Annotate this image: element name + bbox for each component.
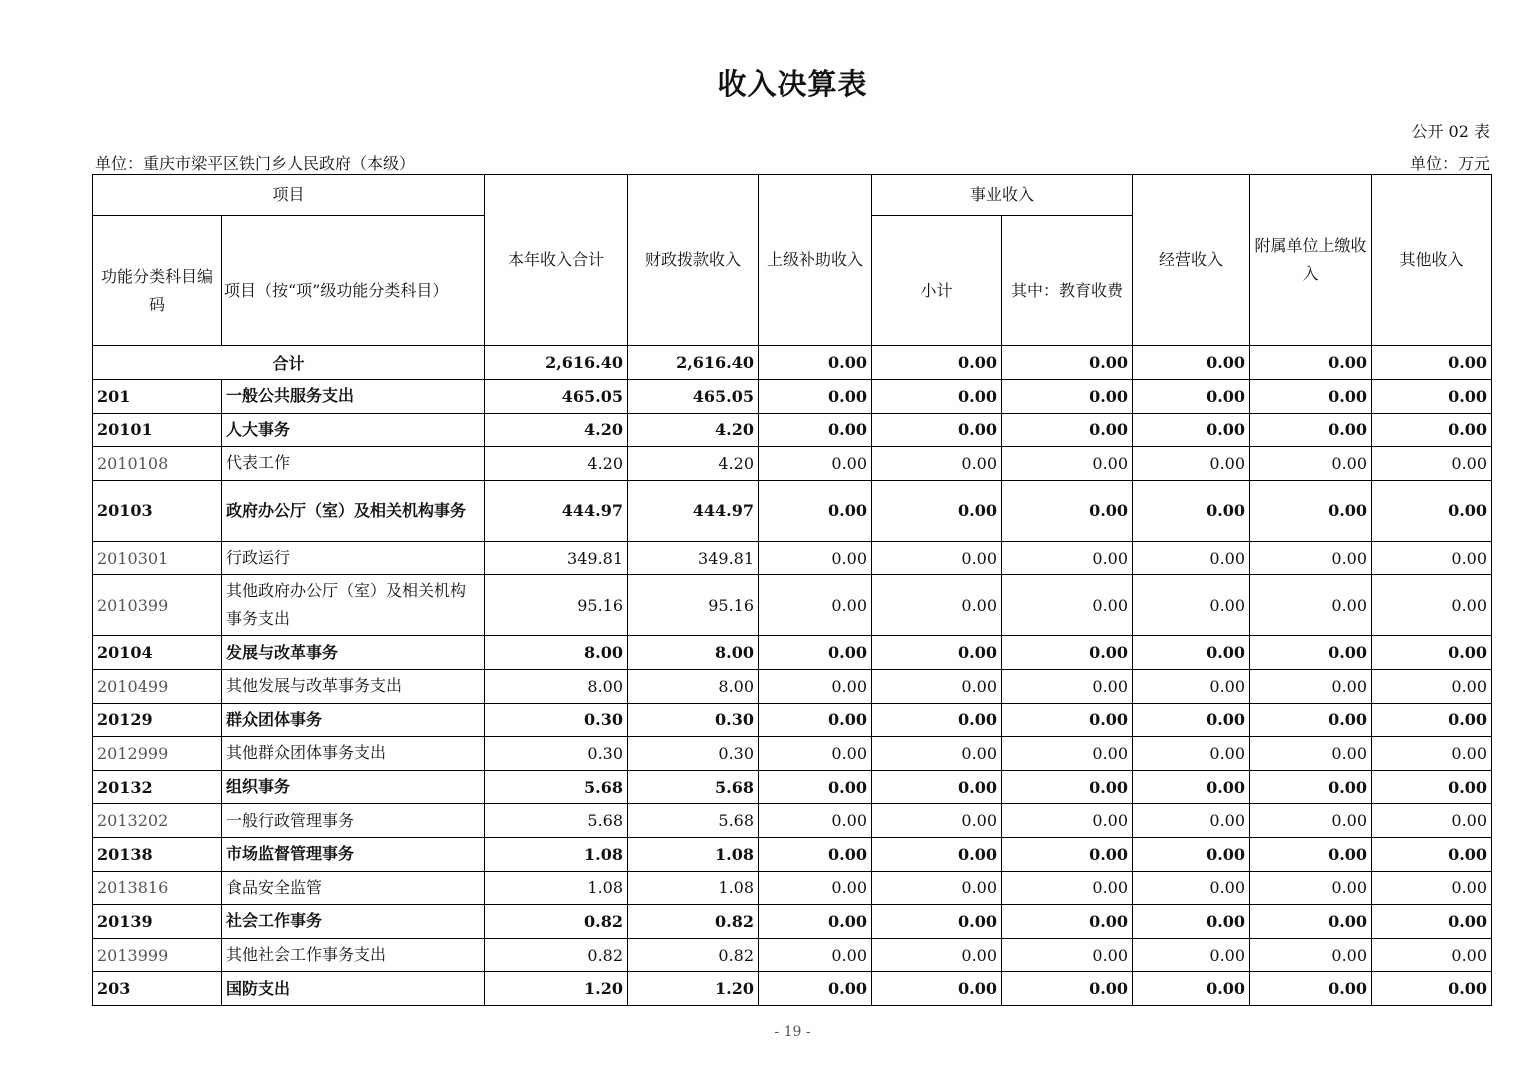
row-name: 其他群众团体事务支出 xyxy=(222,737,485,771)
row-value: 0.00 xyxy=(872,737,1002,771)
row-value: 0.00 xyxy=(1133,480,1250,541)
row-value: 0.30 xyxy=(628,703,759,737)
form-number: 公开 02 表 xyxy=(1411,122,1490,141)
row-value: 0.00 xyxy=(1372,804,1492,838)
row-value: 0.00 xyxy=(872,770,1002,804)
row-value: 0.00 xyxy=(1133,837,1250,871)
header-business: 事业收入 xyxy=(872,175,1133,216)
row-value: 0.00 xyxy=(1002,541,1133,575)
header-operating: 经营收入 xyxy=(1133,175,1250,346)
row-value: 8.00 xyxy=(628,636,759,670)
row-name: 人大事务 xyxy=(222,413,485,447)
row-value: 1.08 xyxy=(485,837,628,871)
table-row xyxy=(93,804,1492,838)
row-value: 0.00 xyxy=(1250,669,1372,703)
total-value: 0.00 xyxy=(759,346,872,380)
total-value: 0.00 xyxy=(872,346,1002,380)
row-value: 1.08 xyxy=(628,837,759,871)
row-code: 20138 xyxy=(93,837,222,871)
row-value: 0.00 xyxy=(759,480,872,541)
row-value: 0.00 xyxy=(759,703,872,737)
row-value: 0.00 xyxy=(1002,380,1133,414)
row-value: 0.00 xyxy=(1250,905,1372,939)
row-value: 0.00 xyxy=(1002,871,1133,905)
row-name: 一般行政管理事务 xyxy=(222,804,485,838)
row-code: 20129 xyxy=(93,703,222,737)
row-code: 20101 xyxy=(93,413,222,447)
header-total-income: 本年收入合计 xyxy=(485,175,628,346)
row-value: 0.00 xyxy=(1372,703,1492,737)
row-value: 0.00 xyxy=(1002,905,1133,939)
header-superior: 上级补助收入 xyxy=(759,175,872,346)
currency-unit: 单位：万元 xyxy=(1409,154,1490,173)
header-subtotal xyxy=(872,216,1002,346)
row-value: 0.00 xyxy=(1133,703,1250,737)
row-name: 一般公共服务支出 xyxy=(222,380,485,414)
row-code: 2010499 xyxy=(93,669,222,703)
table-row xyxy=(93,636,1492,670)
row-value: 0.00 xyxy=(872,541,1002,575)
row-value: 5.68 xyxy=(628,804,759,838)
row-value: 0.00 xyxy=(1250,636,1372,670)
row-value: 0.00 xyxy=(1372,480,1492,541)
row-value: 0.00 xyxy=(1372,575,1492,636)
row-value: 0.00 xyxy=(1250,413,1372,447)
row-code: 201 xyxy=(93,380,222,414)
row-value: 1.20 xyxy=(628,972,759,1006)
row-value: 0.00 xyxy=(872,804,1002,838)
row-value: 0.00 xyxy=(1372,380,1492,414)
row-value: 0.00 xyxy=(1002,737,1133,771)
row-value: 0.00 xyxy=(759,972,872,1006)
row-value: 0.00 xyxy=(759,575,872,636)
row-code: 203 xyxy=(93,972,222,1006)
row-value: 0.00 xyxy=(1002,804,1133,838)
row-value: 0.00 xyxy=(872,938,1002,972)
row-value: 0.00 xyxy=(759,938,872,972)
header-fiscal: 财政拨款收入 xyxy=(628,175,759,346)
row-value: 0.00 xyxy=(872,905,1002,939)
row-value: 0.00 xyxy=(1372,837,1492,871)
row-value: 349.81 xyxy=(485,541,628,575)
row-value: 0.00 xyxy=(1250,575,1372,636)
row-code: 20104 xyxy=(93,636,222,670)
header-func-code xyxy=(93,216,222,346)
row-value: 0.00 xyxy=(1372,413,1492,447)
row-value: 465.05 xyxy=(485,380,628,414)
row-value: 0.00 xyxy=(1250,837,1372,871)
row-code: 2013202 xyxy=(93,804,222,838)
row-value: 0.00 xyxy=(1372,541,1492,575)
row-value: 0.00 xyxy=(759,413,872,447)
row-value: 0.00 xyxy=(759,871,872,905)
row-value: 0.00 xyxy=(1133,871,1250,905)
row-value: 0.00 xyxy=(1002,837,1133,871)
row-value: 349.81 xyxy=(628,541,759,575)
row-value: 0.00 xyxy=(1133,575,1250,636)
row-value: 0.00 xyxy=(1372,770,1492,804)
row-value: 5.68 xyxy=(485,804,628,838)
row-value: 1.20 xyxy=(485,972,628,1006)
row-value: 0.00 xyxy=(1133,413,1250,447)
row-value: 0.00 xyxy=(872,871,1002,905)
row-name: 其他社会工作事务支出 xyxy=(222,938,485,972)
row-value: 8.00 xyxy=(628,669,759,703)
row-value: 0.00 xyxy=(1372,447,1492,481)
total-value: 2,616.40 xyxy=(485,346,628,380)
row-value: 95.16 xyxy=(628,575,759,636)
row-value: 0.00 xyxy=(1002,972,1133,1006)
row-code: 20139 xyxy=(93,905,222,939)
row-value: 95.16 xyxy=(485,575,628,636)
table-row xyxy=(93,380,1492,414)
page-title: 收入决算表 xyxy=(717,67,868,101)
row-value: 0.00 xyxy=(872,480,1002,541)
row-value: 0.00 xyxy=(1133,380,1250,414)
row-value: 444.97 xyxy=(628,480,759,541)
row-value: 0.00 xyxy=(872,669,1002,703)
total-value: 0.00 xyxy=(1133,346,1250,380)
table-row xyxy=(93,837,1492,871)
page-number: - 19 - xyxy=(774,1024,811,1040)
table-row xyxy=(93,541,1492,575)
row-value: 0.00 xyxy=(1133,972,1250,1006)
total-value: 0.00 xyxy=(1250,346,1372,380)
row-value: 0.00 xyxy=(1372,669,1492,703)
row-value: 0.00 xyxy=(1133,669,1250,703)
row-value: 0.00 xyxy=(1133,737,1250,771)
row-value: 0.00 xyxy=(872,575,1002,636)
row-value: 0.00 xyxy=(1133,770,1250,804)
row-value: 0.00 xyxy=(1372,871,1492,905)
row-name: 代表工作 xyxy=(222,447,485,481)
row-name: 社会工作事务 xyxy=(222,905,485,939)
total-value: 2,616.40 xyxy=(628,346,759,380)
row-value: 0.00 xyxy=(1250,447,1372,481)
table-row xyxy=(93,447,1492,481)
table-row xyxy=(93,575,1492,636)
row-value: 0.00 xyxy=(1372,938,1492,972)
row-value: 0.00 xyxy=(1250,703,1372,737)
table-row xyxy=(93,480,1492,541)
row-value: 0.00 xyxy=(1133,804,1250,838)
row-value: 0.00 xyxy=(1133,938,1250,972)
table-row xyxy=(93,737,1492,771)
row-value: 0.00 xyxy=(872,972,1002,1006)
row-value: 0.00 xyxy=(759,770,872,804)
row-name: 群众团体事务 xyxy=(222,703,485,737)
row-value: 0.00 xyxy=(1002,703,1133,737)
row-value: 465.05 xyxy=(628,380,759,414)
table-row xyxy=(93,669,1492,703)
row-value: 1.08 xyxy=(628,871,759,905)
row-value: 0.82 xyxy=(485,938,628,972)
row-value: 0.00 xyxy=(759,737,872,771)
table-row xyxy=(93,905,1492,939)
row-value: 8.00 xyxy=(485,636,628,670)
row-value: 0.82 xyxy=(628,938,759,972)
total-value: 0.00 xyxy=(1372,346,1492,380)
income-table xyxy=(92,174,1492,1006)
row-value: 0.00 xyxy=(1002,413,1133,447)
row-value: 0.00 xyxy=(1002,447,1133,481)
header-edu xyxy=(1002,216,1133,346)
row-value: 0.82 xyxy=(485,905,628,939)
row-value: 0.00 xyxy=(1250,972,1372,1006)
row-value: 0.00 xyxy=(872,703,1002,737)
table-row xyxy=(93,770,1492,804)
row-value: 4.20 xyxy=(485,413,628,447)
row-value: 5.68 xyxy=(628,770,759,804)
row-value: 0.00 xyxy=(1133,447,1250,481)
header-affiliated: 附属单位上缴收入 xyxy=(1250,175,1372,346)
row-value: 0.00 xyxy=(872,636,1002,670)
row-code: 2010301 xyxy=(93,541,222,575)
row-code: 2010108 xyxy=(93,447,222,481)
row-value: 0.30 xyxy=(485,703,628,737)
table-row xyxy=(93,413,1492,447)
row-value: 0.00 xyxy=(1250,380,1372,414)
row-code: 2010399 xyxy=(93,575,222,636)
row-name: 国防支出 xyxy=(222,972,485,1006)
row-value: 444.97 xyxy=(485,480,628,541)
row-value: 0.00 xyxy=(759,669,872,703)
row-value: 0.00 xyxy=(872,447,1002,481)
row-code: 2013816 xyxy=(93,871,222,905)
header-edu-text: 其中：教育收费 xyxy=(1011,280,1124,300)
header-func-code-text: 功能分类科目编码 xyxy=(100,266,213,314)
row-value: 0.00 xyxy=(759,541,872,575)
row-value: 0.00 xyxy=(759,447,872,481)
row-code: 20132 xyxy=(93,770,222,804)
row-value: 0.00 xyxy=(1002,770,1133,804)
table-row xyxy=(93,871,1492,905)
row-value: 0.00 xyxy=(1250,804,1372,838)
header-subtotal-text: 小计 xyxy=(920,280,953,300)
row-value: 0.00 xyxy=(1133,636,1250,670)
row-value: 0.00 xyxy=(1133,905,1250,939)
row-name: 政府办公厅（室）及相关机构事务 xyxy=(222,480,485,541)
row-value: 0.00 xyxy=(1250,770,1372,804)
header-other: 其他收入 xyxy=(1372,175,1492,346)
row-value: 0.00 xyxy=(1002,575,1133,636)
row-name: 其他发展与改革事务支出 xyxy=(222,669,485,703)
row-name: 行政运行 xyxy=(222,541,485,575)
row-value: 0.00 xyxy=(1250,871,1372,905)
row-value: 0.00 xyxy=(759,804,872,838)
row-value: 0.00 xyxy=(1372,636,1492,670)
table-row xyxy=(93,972,1492,1006)
header-func-name xyxy=(222,216,485,346)
row-code: 2012999 xyxy=(93,737,222,771)
row-code: 20103 xyxy=(93,480,222,541)
row-value: 0.00 xyxy=(759,905,872,939)
row-value: 0.00 xyxy=(1002,636,1133,670)
row-value: 0.00 xyxy=(1372,905,1492,939)
row-value: 4.20 xyxy=(485,447,628,481)
row-value: 0.30 xyxy=(485,737,628,771)
row-value: 4.20 xyxy=(628,447,759,481)
row-value: 0.00 xyxy=(759,837,872,871)
row-name: 发展与改革事务 xyxy=(222,636,485,670)
row-value: 0.00 xyxy=(872,413,1002,447)
row-name: 组织事务 xyxy=(222,770,485,804)
row-value: 5.68 xyxy=(485,770,628,804)
row-value: 0.00 xyxy=(1372,972,1492,1006)
total-row xyxy=(93,346,1492,380)
row-name: 食品安全监管 xyxy=(222,871,485,905)
row-value: 4.20 xyxy=(628,413,759,447)
row-name: 其他政府办公厅（室）及相关机构事务支出 xyxy=(222,575,485,636)
total-value: 0.00 xyxy=(1002,346,1133,380)
table-row xyxy=(93,703,1492,737)
row-value: 0.00 xyxy=(1133,541,1250,575)
total-label: 合计 xyxy=(93,346,485,380)
row-value: 0.00 xyxy=(872,837,1002,871)
row-code: 2013999 xyxy=(93,938,222,972)
row-value: 0.00 xyxy=(1250,938,1372,972)
row-value: 0.00 xyxy=(1250,541,1372,575)
row-value: 0.00 xyxy=(1250,480,1372,541)
row-value: 1.08 xyxy=(485,871,628,905)
reporting-unit: 单位：重庆市梁平区铁门乡人民政府（本级） xyxy=(95,154,416,173)
table-row xyxy=(93,938,1492,972)
row-name: 市场监督管理事务 xyxy=(222,837,485,871)
row-value: 0.00 xyxy=(759,380,872,414)
row-value: 0.30 xyxy=(628,737,759,771)
header-func-name-text: 项目（按“项”级功能分类科目） xyxy=(224,280,449,300)
row-value: 0.00 xyxy=(872,380,1002,414)
row-value: 8.00 xyxy=(485,669,628,703)
row-value: 0.00 xyxy=(1002,669,1133,703)
row-value: 0.00 xyxy=(1372,737,1492,771)
row-value: 0.00 xyxy=(1250,737,1372,771)
row-value: 0.00 xyxy=(1002,480,1133,541)
row-value: 0.82 xyxy=(628,905,759,939)
row-value: 0.00 xyxy=(1002,938,1133,972)
header-project: 项目 xyxy=(93,175,485,216)
row-value: 0.00 xyxy=(759,636,872,670)
